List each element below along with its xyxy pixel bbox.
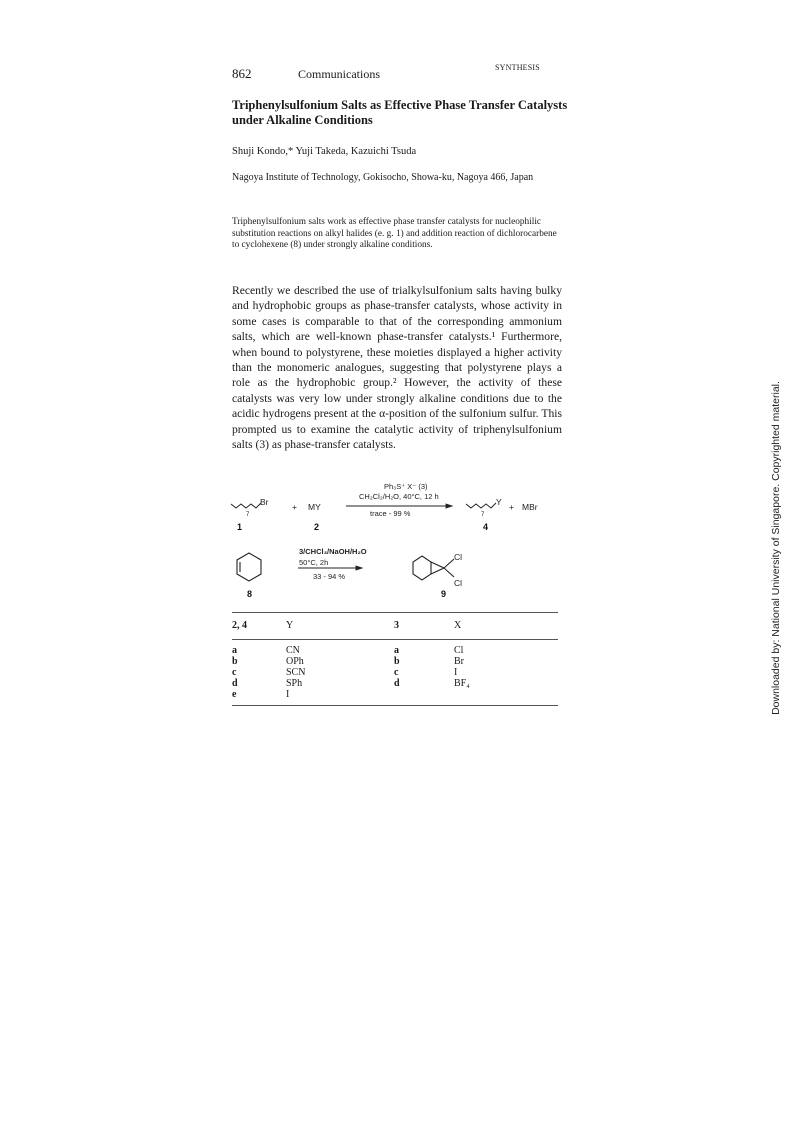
table-header-row (232, 613, 558, 639)
table-header-cell: 3 (394, 620, 399, 631)
table-header-cell: X (454, 620, 462, 631)
table-cell: a (394, 645, 399, 656)
reactant1-label: 1 (237, 522, 243, 532)
substituent-table (232, 612, 558, 706)
reaction2-yield: 33 - 94 % (313, 572, 346, 581)
alkyl-bromide-structure (231, 503, 261, 508)
cyclohexene-structure (237, 553, 261, 581)
reaction2-conditions-2: 50°C, 2h (299, 558, 329, 567)
table-cell: d (232, 678, 238, 689)
article-authors: Shuji Kondo,* Yuji Takeda, Kazuichi Tsuda (232, 146, 417, 157)
product9-label: 9 (441, 589, 447, 599)
download-notice (769, 382, 783, 714)
journal-name: SYNTHESIS (495, 63, 540, 72)
table-cell: c (394, 667, 399, 678)
table-header-cell: Y (286, 620, 294, 631)
product-cl-bottom: Cl (454, 578, 463, 588)
reaction-arrow (346, 504, 452, 508)
table-cell: SCN (286, 667, 306, 678)
reaction1-conditions: CH₂Cl₂/H₂O, 40°C, 12 h (359, 492, 439, 501)
article-body (232, 283, 562, 452)
table-cell: b (232, 656, 238, 667)
body-paragraph: Recently we described the use of trialkylsulfonium salts having bulky and hydrophobic groups as phase-transfer catalysts, whose activity in some cases is comparable to that of the corresponding ammonium salts, which are well-known phase-transfer catalysts.¹ Furthermore, when bound to polystyrene, these moieties displayed a higher activity than the monomeric analogues, suggesting that polystyrene plays a role as the hydrophobic group.² However, the activity of these catalysts was very low under strongly alkaline conditions due to the acidic hydrogens present at the α-position of the sulfonium sulfur. This prompted us to examine the catalytic activity of triphenylsulfonium salts (3) as phase-transfer catalysts. (232, 284, 562, 452)
dichloronorcarane-structure (413, 556, 454, 580)
product-cl-top: Cl (454, 552, 463, 562)
reactant8-label: 8 (247, 589, 253, 599)
table-cell: b (394, 656, 400, 667)
product-substituent: Y (496, 497, 502, 507)
section-name: Communications (298, 67, 380, 81)
table-body (232, 640, 558, 705)
table-cell: SPh (286, 678, 303, 689)
page-number: 862 (232, 66, 252, 81)
table-cell: Br (454, 656, 464, 667)
product-label: 4 (483, 522, 489, 532)
reaction-scheme (228, 478, 568, 603)
table-row (232, 689, 558, 700)
table-row (232, 656, 558, 667)
table-cell: I (286, 689, 290, 700)
table-cell: CN (286, 645, 300, 656)
catalyst-label: Ph₃S⁺ X⁻ (3) (384, 482, 428, 491)
article-affiliation: Nagoya Institute of Technology, Gokisocho, Showa-ku, Nagoya 466, Japan (232, 172, 534, 183)
plus-sign-2: + (509, 502, 514, 512)
table-cell: Cl (454, 645, 464, 656)
plus-sign: + (292, 502, 297, 512)
reagent-label: 2 (314, 522, 320, 532)
table-cell (394, 689, 454, 700)
alkyl-product-structure (466, 503, 496, 508)
table-cell: c (232, 667, 237, 678)
byproduct-mbr: MBr (522, 502, 538, 512)
reactant1-substituent: Br (260, 497, 269, 507)
table-bottom-rule (232, 705, 558, 706)
reagent-my: MY (308, 502, 321, 512)
table-cell: e (232, 689, 237, 700)
table-header-cell: 2, 4 (232, 620, 247, 631)
reaction1-yield: trace - 99 % (370, 509, 411, 518)
table-cell: OPh (286, 656, 304, 667)
table-row (232, 678, 558, 689)
chain-subscript: 7 (246, 512, 250, 518)
reaction2-conditions-1: 3/CHCl₃/NaOH/H₂O (299, 547, 367, 556)
table-row (232, 667, 558, 678)
product-subscript: 7 (481, 512, 485, 518)
article-title: Triphenylsulfonium Salts as Effective Phase Transfer Catalysts under Alkaline Conditions (232, 98, 568, 127)
table-cell: I (454, 667, 458, 678)
table-row (232, 645, 558, 656)
table-cell: BF₄ (454, 678, 470, 689)
table-cell: d (394, 678, 400, 689)
download-notice-text: Downloaded by: National University of Singapore. Copyrighted material. (770, 381, 782, 715)
table-cell: a (232, 645, 237, 656)
table-cell (454, 689, 544, 700)
article-abstract: Triphenylsulfonium salts work as effective phase transfer catalysts for nucleophilic substitution reactions on alkyl halides (e. g. 1) and addition reaction of dichlorocarbene to cyclohexene (8) under strongly alkaline conditions. (232, 217, 557, 251)
